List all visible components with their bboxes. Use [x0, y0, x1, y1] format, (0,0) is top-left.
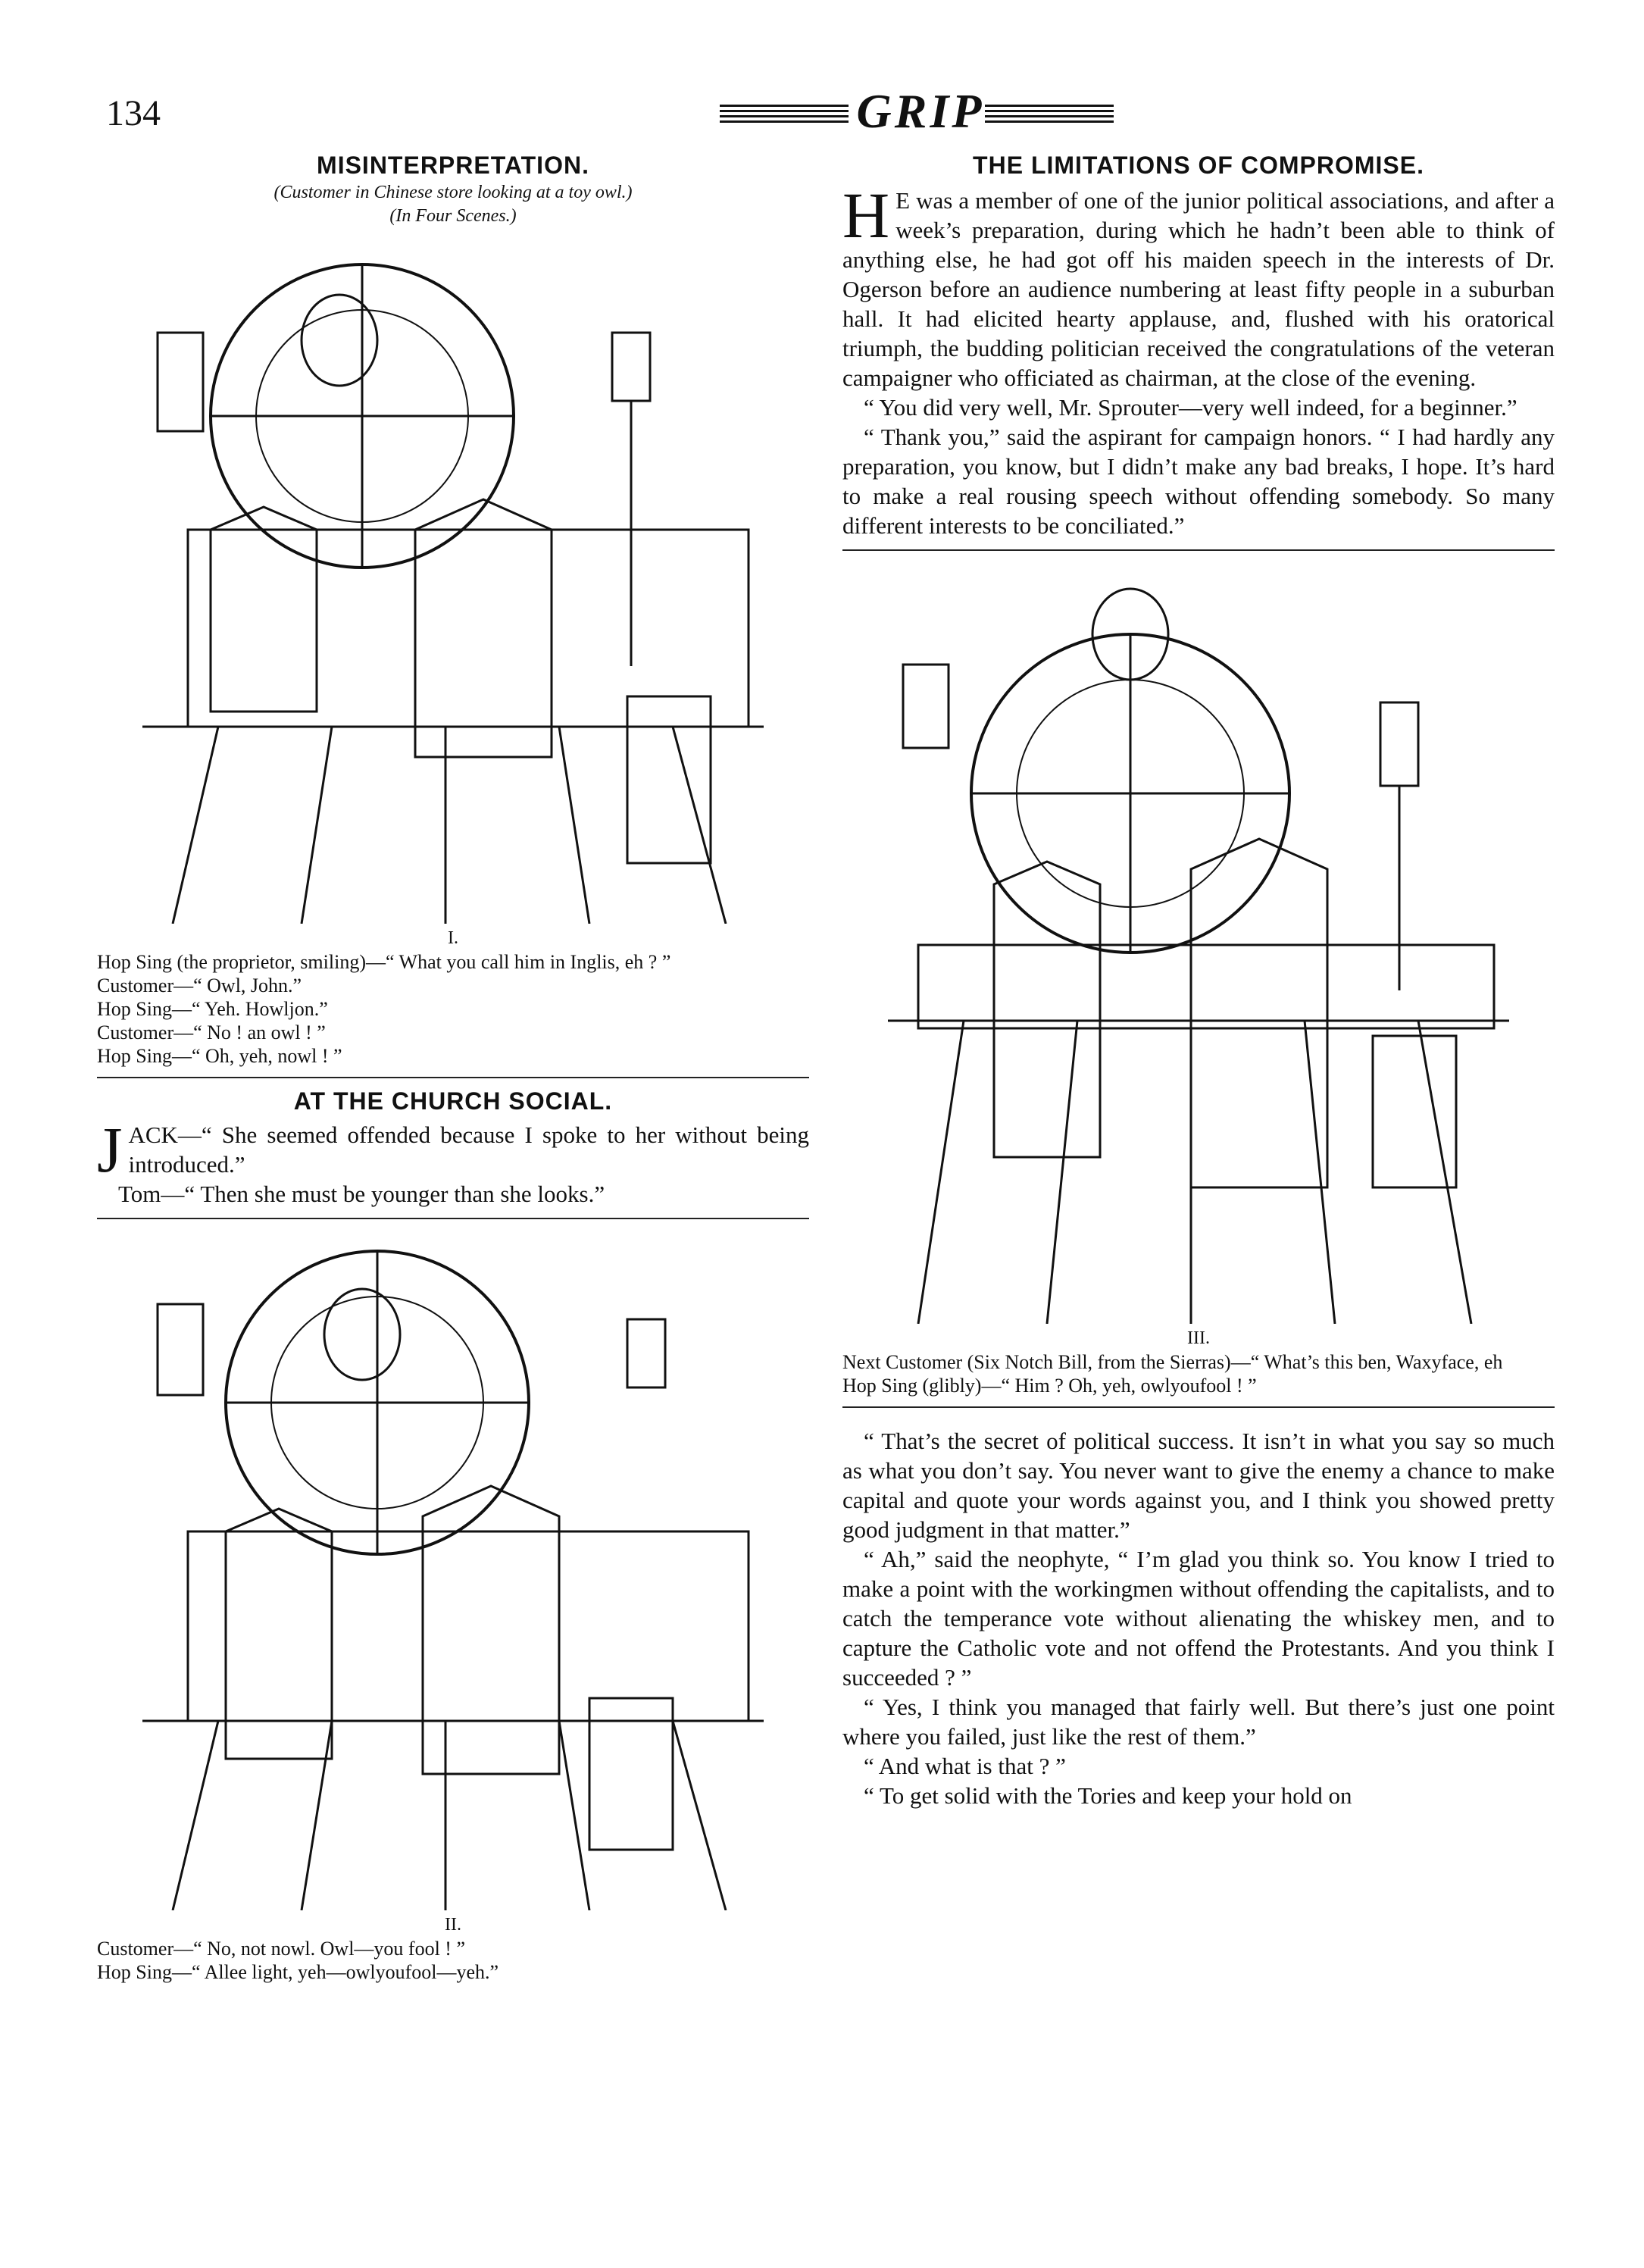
scene-3-number: III.: [1187, 1328, 1210, 1348]
paragraph-2: “ You did very well, Mr. Sprouter—very well indeed, for a beginner.”: [864, 394, 1517, 421]
scene-1-drawing: [142, 242, 764, 924]
drop-cap-j: J: [97, 1113, 123, 1186]
divider: [97, 1218, 809, 1219]
article-title-misinterpretation: MISINTERPRETATION.: [317, 152, 589, 179]
page-number: 134: [106, 93, 161, 133]
illustration-scene-3: [888, 566, 1509, 1324]
paragraph-5: “ Ah,” said the neophyte, “ I’m glad you think so. You know I tried to make a point with the workingmen without offending the capitalists, and to catch the temperance vote without alienating the whiskey men, and to capture the Catholic vote and not offend the Protestants. And you think I succeeded ? ”: [842, 1546, 1555, 1691]
scene-3-line-1: Next Customer (Six Notch Bill, from the Sierras)—“ What’s this ben, Waxyface, eh: [842, 1351, 1503, 1373]
scene-3-drawing: [888, 566, 1509, 1324]
illustration-scene-2: [142, 1228, 764, 1910]
masthead-rule-right: [985, 105, 1114, 124]
scene-2-drawing: [142, 1228, 764, 1910]
scene-2-line-2: Hop Sing—“ Allee light, yeh—owlyoufool—yeh.”: [97, 1961, 499, 1983]
magazine-title: GRIP: [856, 84, 985, 138]
scene-2-line-1: Customer—“ No, not nowl. Owl—you fool ! ”: [97, 1938, 466, 1960]
masthead: [606, 83, 1227, 144]
paragraph-1-text: E was a member of one of the junior political associations, and after a week’s preparation, during which he hadn’t been able to think of anything else, he had got off his maiden speech in the interests of Dr. Ogerson before an audience numbering at least fifty people in a suburban hall. It had elicited hearty applause, and, flushed with his oratorical triumph, the budding politician received the congratulations of the veteran campaigner who officiated as chairman, at the close of the evening.: [842, 187, 1555, 391]
article-title-church-social: AT THE CHURCH SOCIAL.: [293, 1087, 613, 1115]
paragraph-6: “ Yes, I think you managed that fairly well. But there’s just one point where you failed, just like the rest of them.”: [842, 1694, 1555, 1750]
jack-text: ACK—“ She seemed offended because I spoke to her without being introduced.”: [128, 1121, 809, 1178]
scene-1-number: I.: [448, 928, 458, 948]
scene-1-line-1: Hop Sing (the proprietor, smiling)—“ What you call him in Inglis, eh ? ”: [97, 951, 671, 973]
scene-1-line-2: Customer—“ Owl, John.”: [97, 974, 302, 996]
paragraph-3: “ Thank you,” said the aspirant for campaign honors. “ I had hardly any preparation, you know, but I didn’t make any bad breaks, I hope. It’s hard to make a real rousing speech without offending somebody. So many different interests to be conciliated.”: [842, 424, 1555, 539]
scene-3-line-2: Hop Sing (glibly)—“ Him ? Oh, yeh, owlyoufool ! ”: [842, 1375, 1257, 1397]
subtitle-scenes: (In Four Scenes.): [389, 206, 517, 226]
divider: [97, 1077, 809, 1078]
tom-line: Tom—“ Then she must be younger than she looks.”: [118, 1181, 605, 1207]
illustration-scene-1: [142, 242, 764, 924]
paragraph-7: “ And what is that ? ”: [864, 1753, 1066, 1779]
drop-cap-h: H: [842, 179, 890, 252]
paragraph-1: [842, 179, 1555, 393]
right-column: [842, 152, 1555, 1810]
jack-line: [97, 1113, 809, 1186]
scene-1-line-5: Hop Sing—“ Oh, yeh, nowl ! ”: [97, 1045, 342, 1067]
divider: [842, 1406, 1555, 1408]
article-title-compromise: THE LIMITATIONS OF COMPROMISE.: [973, 152, 1424, 179]
scene-2-number: II.: [445, 1915, 461, 1935]
masthead-rule-left: [720, 105, 849, 124]
left-column: [97, 152, 809, 1984]
paragraph-4: “ That’s the secret of political success. It isn’t in what you say so much as what you don’t say. You never want to give the enemy a chance to make capital and quote your words against you, and I think you showed pretty good judgment in that matter.”: [842, 1428, 1555, 1543]
divider: [842, 549, 1555, 551]
scene-1-line-3: Hop Sing—“ Yeh. Howljon.”: [97, 998, 328, 1020]
paragraph-8: “ To get solid with the Tories and keep your hold on: [864, 1782, 1352, 1809]
page-header: [106, 83, 1561, 144]
scene-1-line-4: Customer—“ No ! an owl ! ”: [97, 1021, 326, 1043]
subtitle-customer: (Customer in Chinese store looking at a toy owl.): [273, 183, 633, 202]
